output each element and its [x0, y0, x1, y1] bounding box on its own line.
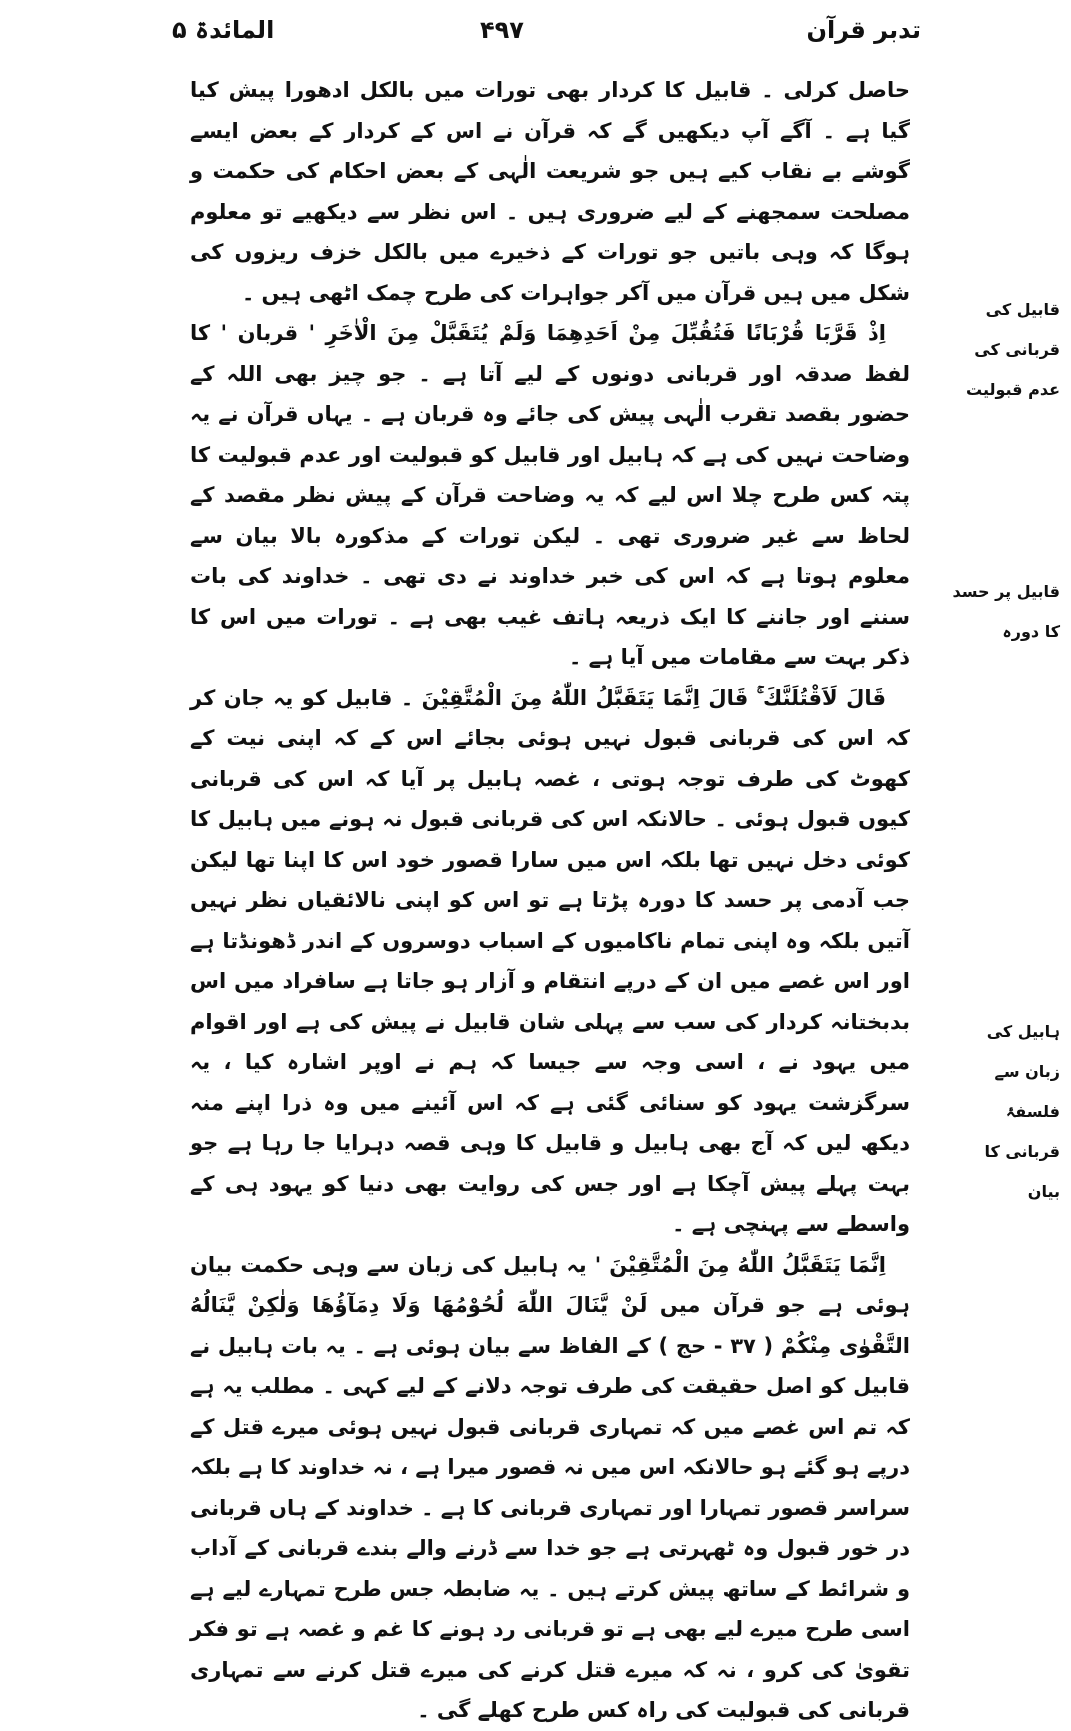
- main-text: [190, 70, 910, 1731]
- paragraph-1: حاصل کرلی ۔ قابیل کا کردار بھی تورات میں بالکل ادھورا پیش کیا گیا ہے ۔ آگے آپ دیکھیں گے کہ قرآن نے اس کے کردار کے بعض ایسے گوشے بے نقاب کیے ہیں جو شریعت الٰہی کے بعض احکام کی حکمت و مصلحت سمجھنے کے لیے ضروری ہیں ۔ اس نظر سے دیکھیے تو معلوم ہوگا کہ وہی باتیں جو تورات کے ذخیرے میں بالکل خزف ریزوں کی شکل میں ہیں قرآن میں آکر جواہرات کی طرح چمک اٹھی ہیں ۔: [190, 78, 910, 305]
- paragraph-4: اِنَّمَا يَتَقَبَّلُ اللّٰهُ مِنَ الْمُتَّقِيْنَ ' یہ ہابیل کی زبان سے وہی حکمت بیان ہوئی ہے جو قرآن میں لَنْ يَّنَالَ اللّٰهَ لُحُوْمُهَا وَلَا دِمَآؤُهَا وَلٰكِنْ يَّنَالُهُ التَّقْوٰى مِنْكُمْ ( ۳۷ - حج ) کے الفاظ سے بیان ہوئی ہے ۔ یہ بات ہابیل نے قابیل کو اصل حقیقت کی طرف توجہ دلانے کے لیے کہی ۔ مطلب یہ ہے کہ تم اس غصے میں کہ تمہاری قربانی قبول نہیں ہوئی میرے قتل کے درپے ہو گئے ہو حالانکہ اس میں نہ قصور میرا ہے ، نہ خداوند کا ہے بلکہ سراسر قصور تمہارا اور تمہاری قربانی کا ہے ۔ خداوند کے ہاں قربانی در خور قبول وہ ٹھہرتی ہے جو خدا سے ڈرنے والے بندے قربانی کے آداب و شرائط کے ساتھ پیش کرتے ہیں ۔ یہ ضابطہ جس طرح تمہارے لیے ہے اسی طرح میرے لیے بھی ہے تو قربانی رد ہونے کا غم و غصہ ہے تو فکر تقویٰ کی کرو ، نہ کہ میرے قتل کرنے کی میرے قتل کرنے سے تمہاری قربانی کی قبولیت کی راہ کس طرح کھلے گی ۔: [190, 1252, 911, 1722]
- book-title: تدبر قرآن: [806, 16, 921, 44]
- margin-note-3: ہابیل کی زبان سے فلسفۂ قربانی کا بیان: [984, 1022, 1060, 1201]
- page-number: ۴۹۷: [480, 16, 524, 44]
- page-header: [0, 12, 1071, 52]
- margin-note-2: قابیل پر حسد کا دورہ: [952, 582, 1060, 641]
- margin-note-1: قابیل کی قربانی کی عدم قبولیت: [966, 300, 1060, 399]
- paragraph-3: قَالَ لَاَقْتُلَنَّكَ ۚ قَالَ اِنَّمَا يَتَقَبَّلُ اللّٰهُ مِنَ الْمُتَّقِيْنَ ۔ قابیل کو یہ جان کر کہ اس کی قربانی قبول نہیں ہوئی بجائے اس کے کہ اپنی نیت کے کھوٹ کی طرف توجہ ہوتی ، غصہ ہابیل پر آیا کہ اس کی قربانی کیوں قبول ہوئی ۔ حالانکہ اس کی قربانی قبول نہ ہونے میں ہابیل کا کوئی دخل نہیں تھا بلکہ اس میں سارا قصور خود اس کا اپنا تھا لیکن جب آدمی پر حسد کا دورہ پڑتا ہے تو اس کو اپنی نالائقیاں نظر نہیں آتیں بلکہ وہ اپنی تمام ناکامیوں کے اسباب دوسروں کے اندر ڈھونڈتا ہے اور اس غصے میں ان کے درپے انتقام و آزار ہو جاتا ہے سافراد میں اس بدبختانہ کردار کی سب سے پہلی شان قابیل نے پیش کی ہے اور اقوام میں یہود نے ، اسی وجہ سے جیسا کہ ہم نے اوپر اشارہ کیا ، یہ سرگزشت یہود کو سنائی گئی ہے کہ اس آئینے میں وہ ذرا اپنے منہ دیکھ لیں کہ آج بھی ہابیل و قابیل کا وہی قصہ دہرایا جا رہا ہے جو بہت پہلے پیش آچکا ہے اور جس کی روایت بھی دنیا کو یہود ہی کے واسطے سے پہنچی ہے ۔: [190, 685, 910, 1236]
- chapter-title: المائدۃ ۵: [172, 16, 275, 44]
- paragraph-2: اِذْ قَرَّبَا قُرْبَانًا فَتُقُبِّلَ مِنْ اَحَدِهِمَا وَلَمْ يُتَقَبَّلْ مِنَ الْاٰخَرِ ' قربان ' کا لفظ صدقہ اور قربانی دونوں کے لیے آتا ہے ۔ جو چیز بھی اللہ کے حضور بقصد تقرب الٰہی پیش کی جائے وہ قربان ہے ۔ یہاں قرآن نے یہ وضاحت نہیں کی ہے کہ ہابیل اور قابیل کو قبولیت اور عدم قبولیت کا پتہ کس طرح چلا اس لیے کہ یہ وضاحت قرآن کے پیش نظر مقصد کے لحاظ سے غیر ضروری تھی ۔ لیکن تورات کے مذکورہ بالا بیان سے معلوم ہوتا ہے کہ اس کی خبر خداوند نے دی تھی ۔ خداوند کی بات سننے اور جاننے کا ایک ذریعہ ہاتف غیب بھی ہے ۔ تورات میں اس کا ذکر بہت سے مقامات میں آیا ہے ۔: [190, 321, 910, 669]
